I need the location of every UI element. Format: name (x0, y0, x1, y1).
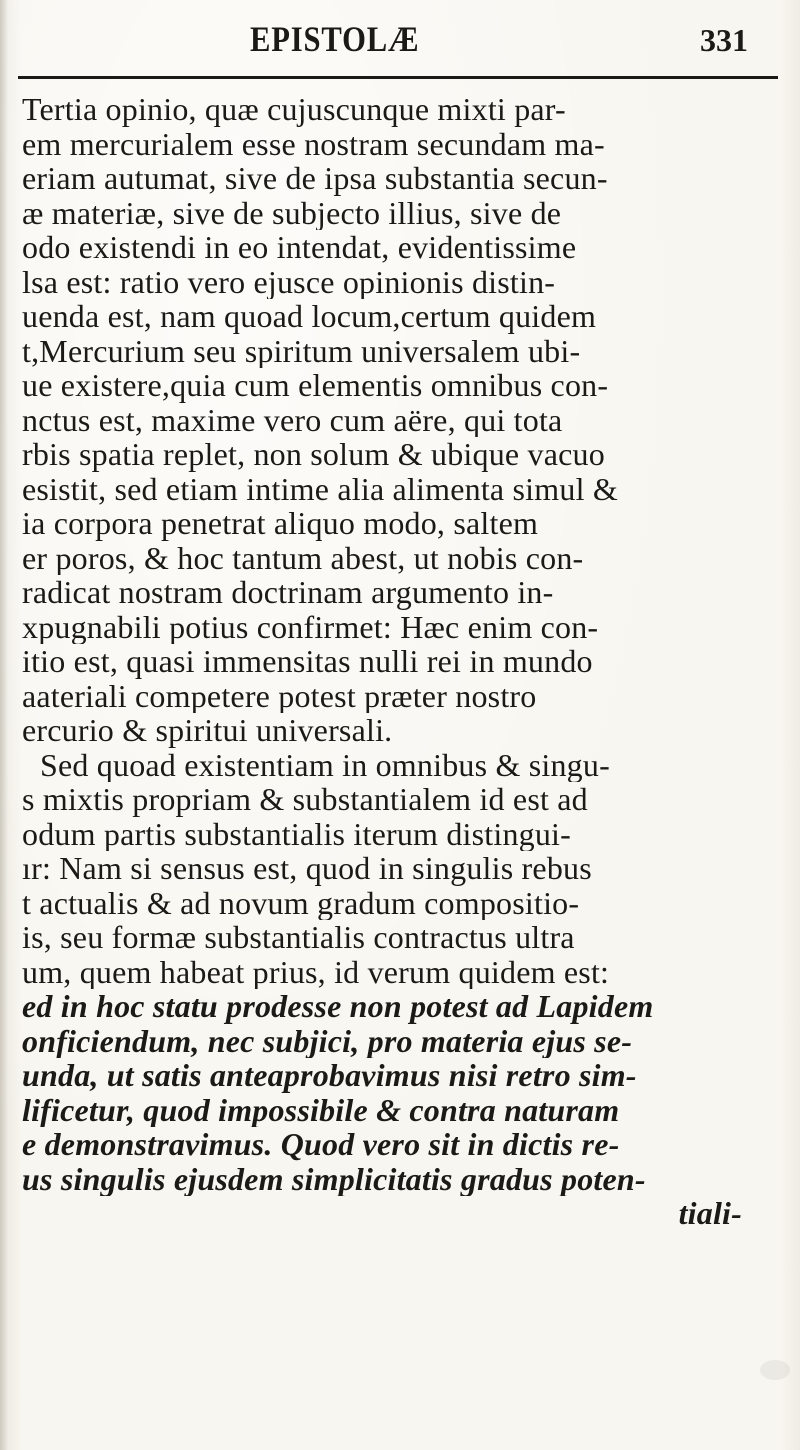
text-line: nctus est, maxime vero cum aëre, qui tota (22, 402, 563, 437)
text-line: um, quem habeat prius, id verum quidem est: (22, 954, 610, 989)
text-line: Sed quoad existentiam in omnibus & singu- (40, 747, 610, 782)
text-line: Tertia opinio, quæ cujuscunque mixti par- (22, 92, 566, 127)
text-line: t actualis & ad novum gradum compositio- (22, 885, 580, 920)
text-line: ue existere,quia cum elementis omnibus con- (22, 368, 609, 403)
text-line: onficiendum, nec subjici, pro materia ejus se- (22, 1023, 633, 1058)
body-text (22, 92, 782, 1231)
text-line: eriam autumat, sive de ipsa substantia secun- (22, 161, 608, 196)
header-rule (18, 76, 778, 79)
page-header (0, 10, 800, 70)
running-title: EPISTOLÆ (250, 19, 420, 59)
text-line: aateriali competere potest præter nostro (22, 678, 537, 713)
page-number: 331 (700, 22, 748, 58)
text-line: æ materiæ, sive de subjecto illius, sive de (22, 195, 562, 230)
text-line: odo existendi in eo intendat, evidentissime (22, 230, 577, 265)
text-line: is, seu formæ substantialis contractus ultra (22, 920, 575, 955)
text-line: er poros, & hoc tantum abest, ut nobis con- (22, 540, 584, 575)
text-line: em mercurialem esse nostram secundam ma- (22, 126, 605, 161)
paper-smudge (760, 1360, 790, 1380)
text-line: t,Mercurium seu spiritum universalem ubi- (22, 333, 581, 368)
page-gutter-shadow (0, 0, 8, 1450)
text-line: us singulis ejusdem simplicitatis gradus poten- (22, 1161, 646, 1196)
text-line: odum partis substantialis iterum distingui- (22, 816, 572, 851)
text-line: ia corpora penetrat aliquo modo, saltem (22, 506, 539, 541)
text-line: lificetur, quod impossibile & contra naturam (22, 1092, 620, 1127)
text-line: ır: Nam si sensus est, quod in singulis rebus (22, 851, 592, 886)
catchword: tiali- (678, 1196, 742, 1231)
text-line: rbis spatia replet, non solum & ubique vacuo (22, 437, 605, 472)
text-line: lsa est: ratio vero ejusce opinionis distin- (22, 264, 556, 299)
text-line: xpugnabili potius confirmet: Hæc enim con- (22, 609, 599, 644)
text-line: esistit, sed etiam intime alia alimenta simul & (22, 471, 618, 506)
text-line: e demonstravimus. Quod vero sit in dictis re- (22, 1127, 620, 1162)
text-line: uenda est, nam quoad locum,certum quidem (22, 299, 597, 334)
text-line: ed in hoc statu prodesse non potest ad Lapidem (22, 989, 654, 1024)
text-line: itio est, quasi immensitas nulli rei in mundo (22, 644, 593, 679)
text-line: unda, ut satis anteaprobavimus nisi retro sim- (22, 1058, 637, 1093)
text-line: s mixtis propriam & substantialem id est ad (22, 782, 588, 817)
text-line: radicat nostram doctrinam argumento in- (22, 575, 554, 610)
text-line: ercurio & spiritui universali. (22, 713, 393, 748)
